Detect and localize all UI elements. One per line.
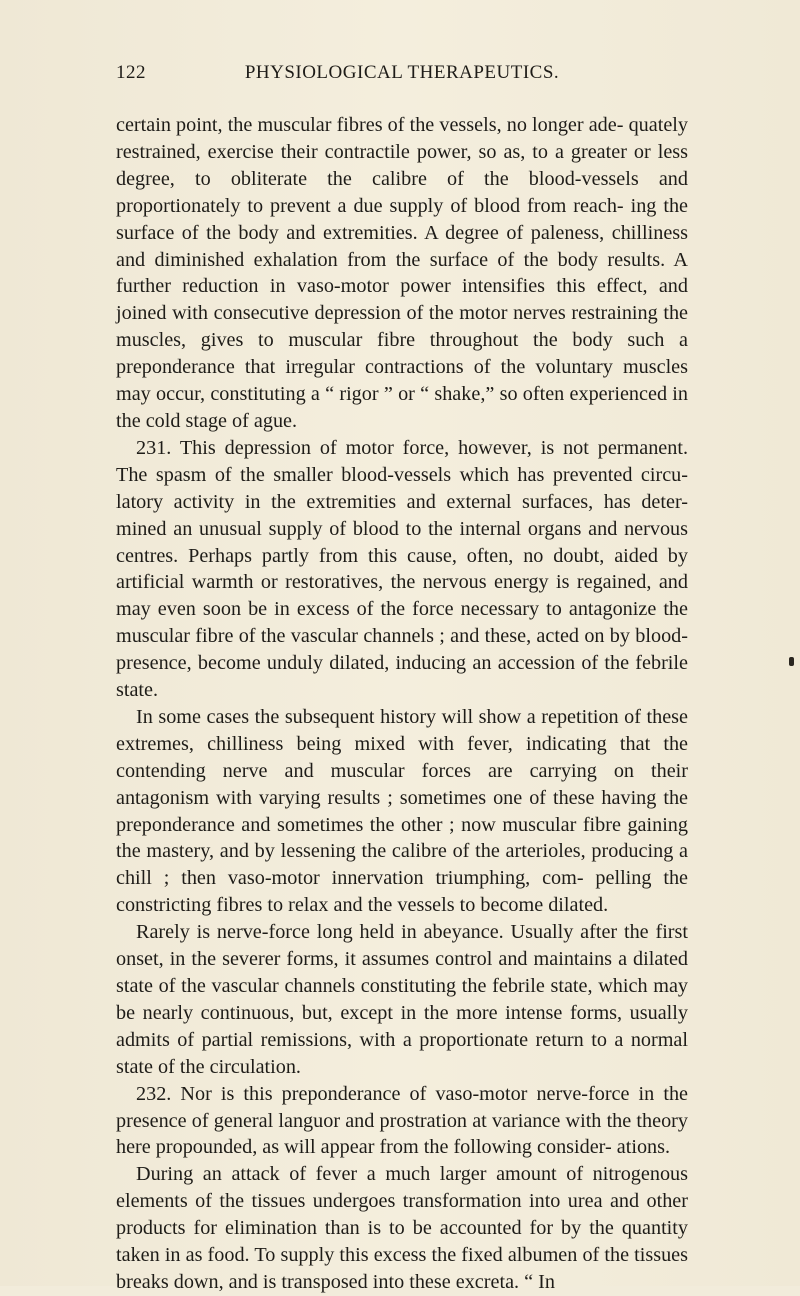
- paragraph-continuation: certain point, the muscular fibres of the vessels, no longer ade- quately restrained, exercise their contractile power, so as, to a greater or less degree, to obliterate the calibre of the blood-vessels and proportionately to prevent a due supply of blood from reach- ing the surface of the body and extremities. A degree of paleness, chilliness and diminished exhalation from the surface of the body results. A further reduction in vaso-motor power intensifies this effect, and joined with consecutive depression of the motor nerves restraining the muscles, gives to muscular fibre throughout the body such a preponderance that irregular contractions of the voluntary muscles may occur, constituting a “ rigor ” or “ shake,” so often experienced in the cold stage of ague.: [116, 114, 688, 432]
- margin-mark: [789, 657, 794, 666]
- paragraph-231: 231. This depression of motor force, however, is not permanent. The spasm of the smaller blood-vessels which has prevented circu- latory activity in the extremities and external surfaces, has deter- mined an unusual supply of blood to the internal organs and nervous centres. Perhaps partly from this cause, often, no doubt, aided by artificial warmth or restoratives, the nervous energy is regained, and may even soon be in excess of the force necessary to antagonize the muscular fibre of the vascular channels ; and these, acted on by blood-presence, become unduly dilated, inducing an accession of the febrile state.: [116, 436, 688, 702]
- paragraph-232: 232. Nor is this preponderance of vaso-motor nerve-force in the presence of general languor and prostration at variance with the theory here propounded, as will appear from the following consider- ations.: [116, 1082, 688, 1159]
- paragraph-fever-attack: During an attack of fever a much larger amount of nitrogenous elements of the tissues undergoes transformation into urea and other products for elimination than is to be accounted for by the quantity taken in as food. To supply this excess the fixed albumen of the tissues breaks down, and is transposed into these excreta. “ In: [116, 1163, 688, 1293]
- page-header: [116, 62, 688, 86]
- paragraph-subsequent-history: In some cases the subsequent history will show a repetition of these extremes, chilliness being mixed with fever, indicating that the contending nerve and muscular forces are carrying on their antagonism with varying results ; sometimes one of these having the preponderance and sometimes the other ; now muscular fibre gaining the mastery, and by lessening the calibre of the arterioles, producing a chill ; then vaso-motor innervation triumphing, com- pelling the constricting fibres to relax and the vessels to become dilated.: [116, 705, 688, 917]
- running-head: PHYSIOLOGICAL THERAPEUTICS.: [244, 62, 560, 83]
- paragraph-nerve-force: Rarely is nerve-force long held in abeyance. Usually after the first onset, in the severer forms, it assumes control and maintains a dilated state of the vascular channels constituting the febrile state, which may be nearly continuous, but, except in the more intense forms, usually admits of partial remissions, with a proportionate return to a normal state of the circulation.: [116, 921, 688, 1078]
- body-text: [116, 112, 688, 1296]
- page-number: 122: [116, 62, 146, 83]
